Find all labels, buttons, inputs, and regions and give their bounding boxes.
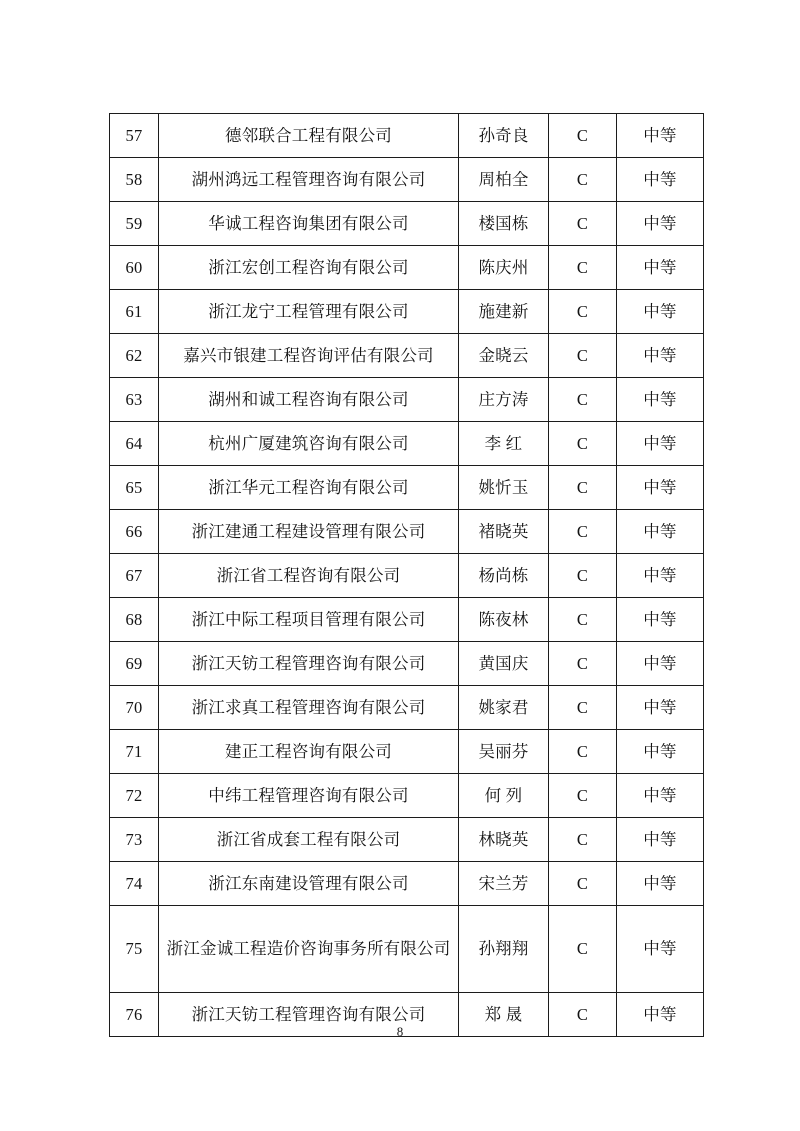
cell-person-name: 李 红	[459, 422, 549, 466]
cell-person-name: 孙翔翔	[459, 906, 549, 993]
cell-organization: 浙江天钫工程管理咨询有限公司	[159, 993, 459, 1037]
table-row	[110, 730, 704, 774]
cell-level: 中等	[617, 334, 704, 378]
cell-grade: C	[549, 554, 617, 598]
cell-index: 74	[110, 862, 159, 906]
cell-organization: 浙江求真工程管理咨询有限公司	[159, 686, 459, 730]
table-row	[110, 686, 704, 730]
cell-index: 61	[110, 290, 159, 334]
cell-person-name: 褚晓英	[459, 510, 549, 554]
cell-index: 71	[110, 730, 159, 774]
cell-level: 中等	[617, 114, 704, 158]
cell-person-name: 金晓云	[459, 334, 549, 378]
cell-organization: 浙江省工程咨询有限公司	[159, 554, 459, 598]
cell-person-name: 孙奇良	[459, 114, 549, 158]
cell-index: 59	[110, 202, 159, 246]
cell-organization: 浙江金诚工程造价咨询事务所有限公司	[159, 906, 459, 993]
cell-index: 60	[110, 246, 159, 290]
cell-index: 70	[110, 686, 159, 730]
cell-person-name: 郑 晟	[459, 993, 549, 1037]
cell-person-name: 姚家君	[459, 686, 549, 730]
cell-grade: C	[549, 686, 617, 730]
table-row	[110, 818, 704, 862]
cell-index: 64	[110, 422, 159, 466]
cell-index: 73	[110, 818, 159, 862]
cell-grade: C	[549, 993, 617, 1037]
cell-organization: 浙江东南建设管理有限公司	[159, 862, 459, 906]
cell-grade: C	[549, 642, 617, 686]
cell-level: 中等	[617, 422, 704, 466]
cell-level: 中等	[617, 818, 704, 862]
cell-grade: C	[549, 422, 617, 466]
cell-grade: C	[549, 466, 617, 510]
table-row	[110, 246, 704, 290]
cell-person-name: 施建新	[459, 290, 549, 334]
table-row	[110, 158, 704, 202]
table-row	[110, 290, 704, 334]
company-evaluation-table	[109, 113, 704, 1037]
cell-organization: 中纬工程管理咨询有限公司	[159, 774, 459, 818]
cell-organization: 浙江中际工程项目管理有限公司	[159, 598, 459, 642]
table-row	[110, 510, 704, 554]
company-table-container	[109, 113, 703, 1037]
cell-level: 中等	[617, 158, 704, 202]
table-row	[110, 554, 704, 598]
cell-person-name: 楼国栋	[459, 202, 549, 246]
cell-grade: C	[549, 730, 617, 774]
cell-organization: 湖州和诚工程咨询有限公司	[159, 378, 459, 422]
cell-index: 63	[110, 378, 159, 422]
cell-organization: 嘉兴市银建工程咨询评估有限公司	[159, 334, 459, 378]
cell-grade: C	[549, 378, 617, 422]
cell-level: 中等	[617, 202, 704, 246]
cell-person-name: 杨尚栋	[459, 554, 549, 598]
table-row	[110, 378, 704, 422]
cell-person-name: 陈庆州	[459, 246, 549, 290]
cell-level: 中等	[617, 730, 704, 774]
table-row	[110, 422, 704, 466]
cell-grade: C	[549, 906, 617, 993]
table-row	[110, 114, 704, 158]
cell-organization: 浙江华元工程咨询有限公司	[159, 466, 459, 510]
table-row	[110, 774, 704, 818]
cell-level: 中等	[617, 774, 704, 818]
table-row	[110, 334, 704, 378]
cell-person-name: 姚忻玉	[459, 466, 549, 510]
cell-level: 中等	[617, 290, 704, 334]
cell-level: 中等	[617, 466, 704, 510]
cell-person-name: 何 列	[459, 774, 549, 818]
cell-grade: C	[549, 202, 617, 246]
cell-level: 中等	[617, 510, 704, 554]
cell-organization: 浙江龙宁工程管理有限公司	[159, 290, 459, 334]
cell-level: 中等	[617, 246, 704, 290]
cell-organization: 浙江建通工程建设管理有限公司	[159, 510, 459, 554]
cell-index: 62	[110, 334, 159, 378]
table-row	[110, 466, 704, 510]
cell-level: 中等	[617, 862, 704, 906]
cell-person-name: 陈夜林	[459, 598, 549, 642]
cell-person-name: 林晓英	[459, 818, 549, 862]
cell-grade: C	[549, 598, 617, 642]
cell-grade: C	[549, 510, 617, 554]
cell-grade: C	[549, 774, 617, 818]
table-row	[110, 642, 704, 686]
cell-level: 中等	[617, 686, 704, 730]
cell-level: 中等	[617, 598, 704, 642]
cell-level: 中等	[617, 554, 704, 598]
table-row	[110, 598, 704, 642]
cell-level: 中等	[617, 906, 704, 993]
cell-organization: 建正工程咨询有限公司	[159, 730, 459, 774]
cell-organization: 德邻联合工程有限公司	[159, 114, 459, 158]
cell-index: 76	[110, 993, 159, 1037]
cell-organization: 浙江宏创工程咨询有限公司	[159, 246, 459, 290]
cell-index: 57	[110, 114, 159, 158]
cell-level: 中等	[617, 993, 704, 1037]
cell-person-name: 周柏全	[459, 158, 549, 202]
cell-organization: 浙江省成套工程有限公司	[159, 818, 459, 862]
cell-grade: C	[549, 862, 617, 906]
page-number: 8	[396, 1024, 404, 1039]
cell-index: 69	[110, 642, 159, 686]
cell-grade: C	[549, 334, 617, 378]
cell-person-name: 黄国庆	[459, 642, 549, 686]
table-row	[110, 202, 704, 246]
cell-index: 75	[110, 906, 159, 993]
cell-organization: 浙江天钫工程管理咨询有限公司	[159, 642, 459, 686]
cell-index: 65	[110, 466, 159, 510]
cell-person-name: 吴丽芬	[459, 730, 549, 774]
cell-grade: C	[549, 246, 617, 290]
cell-organization: 华诚工程咨询集团有限公司	[159, 202, 459, 246]
cell-grade: C	[549, 114, 617, 158]
cell-index: 72	[110, 774, 159, 818]
cell-person-name: 宋兰芳	[459, 862, 549, 906]
cell-level: 中等	[617, 642, 704, 686]
cell-index: 68	[110, 598, 159, 642]
cell-index: 58	[110, 158, 159, 202]
cell-level: 中等	[617, 378, 704, 422]
table-row	[110, 906, 704, 993]
cell-person-name: 庄方涛	[459, 378, 549, 422]
table-row	[110, 862, 704, 906]
table-body	[110, 114, 704, 1037]
cell-grade: C	[549, 290, 617, 334]
cell-organization: 杭州广厦建筑咨询有限公司	[159, 422, 459, 466]
cell-index: 67	[110, 554, 159, 598]
cell-index: 66	[110, 510, 159, 554]
cell-grade: C	[549, 158, 617, 202]
cell-grade: C	[549, 818, 617, 862]
cell-organization: 湖州鸿远工程管理咨询有限公司	[159, 158, 459, 202]
